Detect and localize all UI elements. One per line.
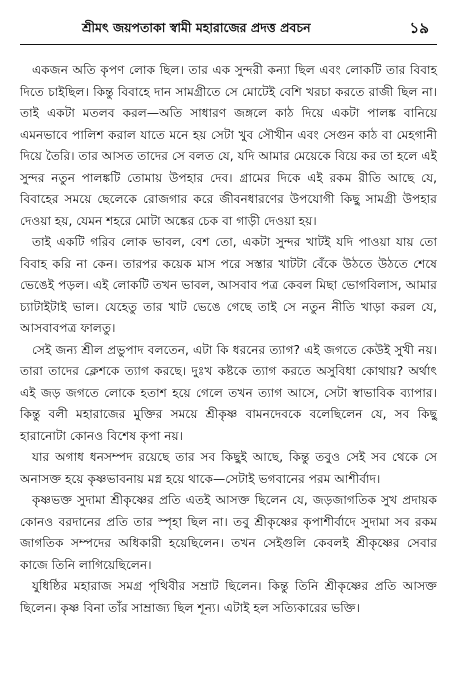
page-number: ১৯ xyxy=(409,19,429,37)
running-header xyxy=(20,8,437,45)
paragraph-6: যুধিষ্ঠির মহারাজ সমগ্র পৃথিবীর সম্রাট ছিলেন। কিন্তু তিনি শ্রীকৃষ্ণের প্রতি আসক্ত ছিলেন। কৃষ্ণ বিনা তাঁর সাম্রাজ্য ছিল শূন্য। এটাই হল সত্যিকারের ভক্তি। xyxy=(20,579,437,615)
paragraph-2: তাই একটি গরিব লোক ভাবল, বেশ তো, একটা সুন্দর খাটই যদি পাওয়া যায় তো বিবাহ করি না কেন। তারপর কয়েক মাস পরে সস্তার খাটটা বেঁকে উঠতে উঠতে শেষে ভেঙেই পড়ল। এই লোকটি তখন ভাবল, আসবাব পত্র কেবল মিছা ভোগবিলাস, আমার চ্যাটাইটাই ভাল। যেহেতু তার খাট ভেঙে গেছে তাই সে নতুন নীতি খাড়া করল যে, আসবাবপত্র ফালতু। xyxy=(20,235,437,335)
body-text xyxy=(20,60,437,619)
paragraph-1: একজন অতি কৃপণ লোক ছিল। তার এক সুন্দরী কন্যা ছিল এবং লোকটি তার বিবাহ দিতে চাইছিল। কিন্তু বিবাহে দান সামগ্রীতে সে মোটেই বেশি খরচা করতে রাজী ছিল না। তাই একটা মতলব করল—অতি সাধারণ জঙ্গলে কাঠ দিয়ে একটা পালঙ্ক বানিয়ে এমনভাবে পালিশ করাল যাতে মনে হয় সেটা খুব সৌখীন এবং সেগুন কাঠ বা মেহগানী দিয়ে তৈরি। তার আসত তাদের সে বলত যে, যদি আমার মেয়েকে বিয়ে কর তা হলে এই সুন্দর নতুন পালঙ্কটি তোমায় উপহার দেব। গ্রামের দিকে এই রকম রীতি আছে যে, বিবাহের সময়ে ছেলেকে রোজগার করে জীবনধারণের উপযোগী কিছু সামগ্রী উপহার দেওয়া হয়, যেমন শহরে মোটা অঙ্কের চেক বা গাড়ী দেওয়া হয়। xyxy=(20,63,437,228)
paragraph-5: কৃষ্ণভক্ত সুদামা শ্রীকৃষ্ণের প্রতি এতই আসক্ত ছিলেন যে, জড়জাগতিক সুখ প্রদায়ক কোনও বরদানের প্রতি তার স্পৃহা ছিল না। তবু শ্রীকৃষ্ণের কৃপাশীর্বাদে সুদামা সব রকম জাগতিক সম্পদের অধিকারী হয়েছিলেন। তখন সেইগুলি কেবলই শ্রীকৃষ্ণের সেবার কাজে তিনি লাগিয়েছিলেন। xyxy=(20,493,437,572)
paragraph-4: যার অগাধ ধনসম্পদ রয়েছে তার সব কিছুই আছে, কিন্তু তবুও সেই সব থেকে সে অনাসক্ত হয়ে কৃষ্ণভাবনায় মগ্ন হয়ে থাকে—সেটাই ভগবানের পরম আশীর্বাদ। xyxy=(20,450,437,486)
running-title: শ্রীমৎ জয়পতাকা স্বামী মহারাজের প্রদত্ত প্রবচন xyxy=(82,20,311,35)
paragraph-3: সেই জন্য শ্রীল প্রভুপাদ বলতেন, এটা কি ধরনের ত্যাগ? এই জগতে কেউই সুখী নয়। তারা তাদের ক্লেশকে ত্যাগ করছে। দুঃখ কষ্টকে ত্যাগ করতে অসুবিধা কোথায়? অর্থাৎ এই জড় জগতে লোকে হতাশ হয়ে গেলে তখন ত্যাগ আসে, সেটা স্বাভাবিক ব্যাপার। কিন্তু বলী মহারাজের মুক্তির সময়ে শ্রীকৃষ্ণ বামনদেবকে বলেছিলেন যে, সব কিছু হারানোটা কোনও বিশেষ কৃপা নয়। xyxy=(20,342,437,443)
